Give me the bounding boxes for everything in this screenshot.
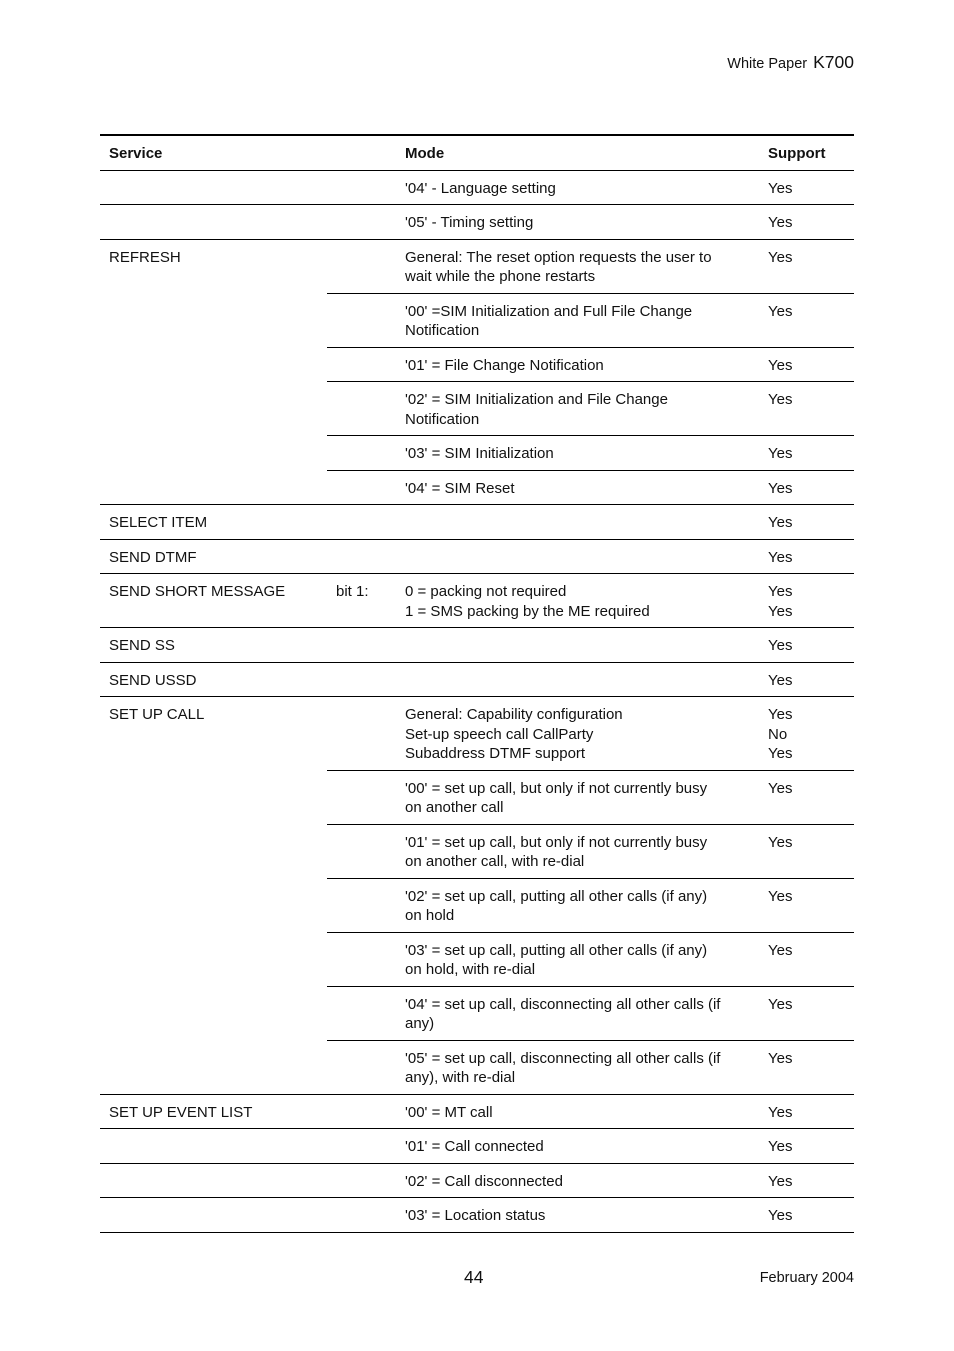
support-cell <box>768 1041 854 1094</box>
mode-cell <box>405 348 768 382</box>
service-cell: SEND SS <box>109 637 175 654</box>
mode-cell <box>405 505 768 539</box>
support-line: Yes <box>768 445 793 462</box>
mode-line: any), with re-dial <box>405 1069 516 1086</box>
mode-line: on hold, with re-dial <box>405 961 536 978</box>
sub-cell <box>327 697 405 770</box>
mode-line: '02' = SIM Initialization and File Change <box>405 391 668 408</box>
mode-cell <box>405 1095 768 1129</box>
support-line: Yes <box>768 779 793 797</box>
service-cell <box>100 171 327 205</box>
sub-cell <box>327 436 405 470</box>
service-cell: SEND USSD <box>109 671 197 689</box>
mode-line: '01' = File Change Notification <box>405 356 604 374</box>
support-line: Yes <box>768 391 793 408</box>
mode-cell <box>405 540 768 574</box>
mode-cell <box>405 382 768 435</box>
mode-line: 1 = SMS packing by the ME required <box>405 602 650 620</box>
column-header-service: Service <box>109 145 163 162</box>
mode-line: '00' = MT call <box>405 1103 493 1121</box>
support-line: Yes <box>768 1103 793 1121</box>
support-line: Yes <box>768 179 793 197</box>
service-cell <box>100 1164 327 1198</box>
support-cell <box>768 987 854 1040</box>
support-cell <box>768 540 854 574</box>
mode-cell <box>405 879 768 932</box>
table-header-row <box>100 136 854 171</box>
table-row <box>100 663 854 698</box>
support-cell <box>768 1095 854 1129</box>
mode-cell <box>405 933 768 986</box>
mode-line: Subaddress DTMF support <box>405 745 586 762</box>
table-row <box>327 348 854 383</box>
mode-line: General: The reset option requests the user to <box>405 248 712 266</box>
mode-line: '05' - Timing setting <box>405 214 534 231</box>
mode-line: 0 = packing not required <box>405 583 567 600</box>
table-row <box>327 825 854 879</box>
support-table <box>100 134 854 1233</box>
mode-line: General: Capability configuration <box>405 706 623 723</box>
support-line: Yes <box>768 887 793 905</box>
support-line: Yes <box>768 583 793 600</box>
support-cell <box>768 933 854 986</box>
support-cell <box>768 1164 854 1198</box>
support-cell <box>768 205 854 239</box>
service-cell: SELECT ITEM <box>109 514 208 531</box>
support-cell <box>768 240 854 293</box>
mode-cell <box>405 1164 768 1198</box>
support-line: Yes <box>768 995 793 1013</box>
service-cell: SEND DTMF <box>109 548 197 566</box>
page-header <box>727 52 854 73</box>
service-cell <box>100 1198 327 1232</box>
service-cell <box>100 205 327 239</box>
mode-cell <box>405 471 768 505</box>
support-line: Yes <box>768 637 793 654</box>
column-header-mode: Mode <box>405 145 445 162</box>
sub-cell <box>327 505 405 539</box>
support-line: No <box>768 725 788 743</box>
support-line: Yes <box>768 1172 793 1190</box>
support-cell <box>768 1198 854 1232</box>
support-cell <box>768 628 854 662</box>
mode-line: '03' = Location status <box>405 1207 546 1224</box>
table-row <box>100 540 854 575</box>
mode-cell <box>405 987 768 1040</box>
table-row <box>100 171 854 206</box>
support-line: Yes <box>768 602 793 620</box>
table-row <box>100 205 854 240</box>
support-line: Yes <box>768 1138 793 1155</box>
sub-cell <box>327 663 405 697</box>
footer-date: February 2004 <box>759 1270 854 1286</box>
mode-line: on hold <box>405 907 455 924</box>
sub-cell <box>327 1164 405 1198</box>
sub-cell <box>327 382 405 435</box>
sub-cell <box>327 348 405 382</box>
support-cell <box>768 294 854 347</box>
sub-cell <box>327 825 405 878</box>
support-cell <box>768 574 854 627</box>
mode-line: '03' = set up call, putting all other calls (if any) <box>405 941 708 959</box>
mode-line: '02' = set up call, putting all other calls (if any) <box>405 887 708 905</box>
support-line: Yes <box>768 745 793 762</box>
mode-line: '01' = Call connected <box>405 1138 544 1155</box>
sub-cell <box>327 628 405 662</box>
table-row <box>327 879 854 933</box>
header-model: K700 <box>813 52 854 72</box>
table-row <box>327 471 854 505</box>
mode-line: '00' =SIM Initialization and Full File Change <box>405 302 693 320</box>
table-group <box>100 240 854 506</box>
service-cell: SEND SHORT MESSAGE <box>109 583 286 600</box>
table-row <box>327 436 854 471</box>
mode-cell <box>405 825 768 878</box>
mode-cell <box>405 1198 768 1232</box>
table-row <box>100 574 854 628</box>
mode-cell <box>405 240 768 293</box>
support-line: Yes <box>768 214 793 231</box>
sub-cell <box>327 1041 405 1094</box>
support-line: Yes <box>768 548 793 566</box>
service-cell: REFRESH <box>109 248 181 266</box>
support-cell <box>768 663 854 697</box>
mode-line: wait while the phone restarts <box>405 268 596 285</box>
support-cell <box>768 505 854 539</box>
table-row <box>100 1129 854 1164</box>
sub-cell <box>327 987 405 1040</box>
service-cell: SET UP CALL <box>109 706 205 723</box>
mode-cell <box>405 436 768 470</box>
support-cell <box>768 171 854 205</box>
mode-cell <box>405 1129 768 1163</box>
mode-line: '00' = set up call, but only if not currently busy <box>405 779 708 797</box>
support-line: Yes <box>768 833 793 851</box>
mode-line: on another call, with re-dial <box>405 853 585 870</box>
mode-cell <box>405 697 768 770</box>
support-cell <box>768 348 854 382</box>
support-line: Yes <box>768 1049 793 1067</box>
support-line: Yes <box>768 1207 793 1224</box>
support-cell <box>768 879 854 932</box>
support-cell <box>768 436 854 470</box>
sub-cell <box>327 471 405 505</box>
header-prefix: White Paper <box>727 56 808 72</box>
support-line: Yes <box>768 248 793 266</box>
support-cell <box>768 825 854 878</box>
sub-cell <box>327 171 405 205</box>
service-cell <box>100 1129 327 1163</box>
support-cell <box>768 382 854 435</box>
mode-line: '04' - Language setting <box>405 179 556 197</box>
table-row <box>100 1095 854 1130</box>
support-line: Yes <box>768 514 793 531</box>
table-row <box>327 240 854 294</box>
sub-cell <box>327 1095 405 1129</box>
mode-line: '05' = set up call, disconnecting all other calls (if <box>405 1049 721 1067</box>
sub-cell <box>327 771 405 824</box>
support-line: Yes <box>768 706 793 723</box>
service-cell: SET UP EVENT LIST <box>109 1103 253 1121</box>
table-row <box>327 697 854 771</box>
sub-cell <box>327 1129 405 1163</box>
mode-line: Notification <box>405 322 480 339</box>
support-cell <box>768 471 854 505</box>
table-row <box>327 933 854 987</box>
sub-cell: bit 1: <box>336 583 369 600</box>
support-cell <box>768 771 854 824</box>
mode-line: '03' = SIM Initialization <box>405 445 554 462</box>
sub-cell <box>327 933 405 986</box>
table-row <box>100 1164 854 1199</box>
mode-line: Set-up speech call CallParty <box>405 725 594 743</box>
mode-cell <box>405 171 768 205</box>
table-row <box>327 382 854 436</box>
mode-cell <box>405 771 768 824</box>
mode-cell <box>405 663 768 697</box>
group-rows <box>327 240 854 505</box>
table-row <box>327 294 854 348</box>
mode-line: '01' = set up call, but only if not currently busy <box>405 833 708 851</box>
table-row <box>100 505 854 540</box>
table-group <box>100 697 854 1095</box>
mode-cell <box>405 205 768 239</box>
table-row <box>100 1198 854 1233</box>
support-line: Yes <box>768 302 793 320</box>
mode-line: '02' = Call disconnected <box>405 1172 563 1190</box>
mode-cell <box>405 574 768 627</box>
table-row <box>327 987 854 1041</box>
support-line: Yes <box>768 941 793 959</box>
mode-cell <box>405 1041 768 1094</box>
mode-line: any) <box>405 1015 435 1032</box>
sub-cell <box>327 540 405 574</box>
support-line: Yes <box>768 671 793 689</box>
table-row <box>327 771 854 825</box>
support-cell <box>768 1129 854 1163</box>
column-header-spacer <box>327 136 405 170</box>
mode-cell <box>405 294 768 347</box>
mode-cell <box>405 628 768 662</box>
support-cell <box>768 697 854 770</box>
mode-line: on another call <box>405 799 504 816</box>
group-rows <box>327 697 854 1094</box>
mode-line: '04' = SIM Reset <box>405 479 515 497</box>
column-header-support: Support <box>768 145 826 162</box>
table-row <box>327 1041 854 1094</box>
sub-cell <box>327 205 405 239</box>
table-row <box>100 628 854 663</box>
sub-cell <box>327 240 405 293</box>
page-number: 44 <box>464 1267 484 1287</box>
mode-line: Notification <box>405 410 480 428</box>
mode-line: '04' = set up call, disconnecting all other calls (if <box>405 995 721 1013</box>
sub-cell <box>327 1198 405 1232</box>
support-line: Yes <box>768 356 793 374</box>
support-line: Yes <box>768 479 793 497</box>
sub-cell <box>327 294 405 347</box>
sub-cell <box>327 879 405 932</box>
